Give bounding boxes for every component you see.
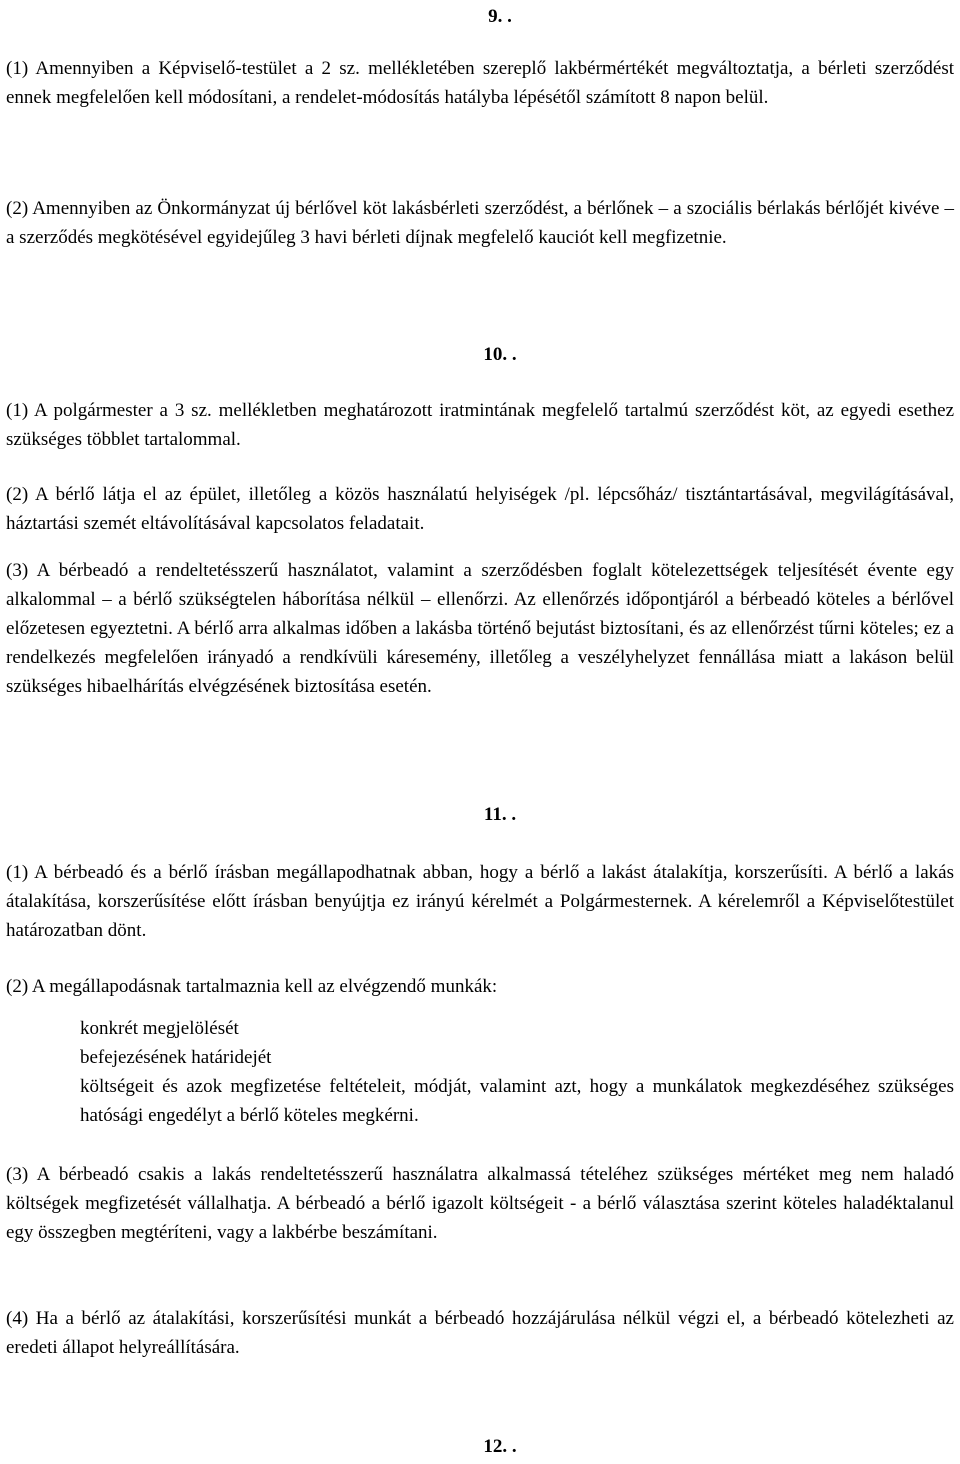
work-list	[6, 1014, 954, 1130]
paragraph-11-1: (1) A bérbeadó és a bérlő írásban megállapodhatnak abban, hogy a bérlő a lakást átalakítja, korszerűsíti. A bérlő a lakás átalakítása, korszerűsítése előtt írásban benyújtja ez irányú kérelmét a Polgármesternek. A kérelemről a Képviselőtestület határozatban dönt.	[6, 862, 954, 941]
paragraph-11-2: (2) A megállapodásnak tartalmaznia kell az elvégzendő munkák:	[6, 976, 498, 997]
work-list-item: befejezésének határidejét	[80, 1047, 272, 1068]
paragraph-9-2: (2) Amennyiben az Önkormányzat új bérlővel köt lakásbérleti szerződést, a bérlőnek – a szociális bérlakás bérlőjét kivéve – a szerződés megkötésével egyidejűleg 3 havi bérleti díjnak megfelelő kauciót kell megfizetnie.	[6, 198, 954, 248]
work-list-item: költségeit és azok megfizetése feltételeit, módját, valamint azt, hogy a munkálatok megkezdéséhez szükséges hatósági engedélyt a bérlő köteles megkérni.	[80, 1076, 954, 1126]
section-heading-10: 10. .	[483, 344, 517, 365]
section-heading-9: 9. .	[488, 6, 512, 27]
paragraph-10-3: (3) A bérbeadó a rendeltetésszerű használatot, valamint a szerződésben foglalt kötelezettségek teljesítését évente egy alkalommal – a bérlő szükségtelen háborítása nélkül – ellenőrzi. Az ellenőrzés időpontjáról a bérbeadó köteles a bérlővel előzetesen egyeztetni. A bérlő arra alkalmas időben a lakásba történő bejutást biztosítani, és az ellenőrzést tűrni köteles; ez a rendelkezés megfelelően irányadó a rendkívüli káresemény, illetőleg a veszélyhelyzet fennállása miatt a lakáson belül szükséges hibaelhárítás elvégzésének biztosítása esetén.	[6, 560, 954, 697]
section-heading-11: 11. .	[483, 804, 517, 825]
paragraph-11-4: (4) Ha a bérlő az átalakítási, korszerűsítési munkát a bérbeadó hozzájárulása nélkül végzi el, a bérbeadó kötelezheti az eredeti állapot helyreállítására.	[6, 1308, 954, 1358]
work-list-item: konkrét megjelölését	[80, 1018, 239, 1039]
paragraph-11-3: (3) A bérbeadó csakis a lakás rendeltetésszerű használatra alkalmassá tételéhez szükséges mértéket meg nem haladó költségek megfizetését vállalhatja. A bérbeadó a bérlő igazolt költségeit - a bérlő választása szerint köteles haladéktalanul egy összegben megtéríteni, vagy a lakbérbe beszámítani.	[6, 1164, 954, 1243]
section-heading-12: 12. .	[483, 1436, 517, 1457]
paragraph-9-1: (1) Amennyiben a Képviselő-testület a 2 sz. mellékletében szereplő lakbérmértékét megváltoztatja, a bérleti szerződést ennek megfelelően kell módosítani, a rendelet-módosítás hatályba lépésétől számított 8 napon belül.	[6, 58, 954, 108]
paragraph-10-2: (2) A bérlő látja el az épület, illetőleg a közös használatú helyiségek /pl. lépcsőház/ tisztántartásával, megvilágításával, háztartási szemét eltávolításával kapcsolatos feladatait.	[6, 484, 954, 534]
paragraph-10-1: (1) A polgármester a 3 sz. mellékletben meghatározott iratmintának megfelelő tartalmú szerződést köt, az egyedi esethez szükséges többlet tartalommal.	[6, 400, 954, 450]
